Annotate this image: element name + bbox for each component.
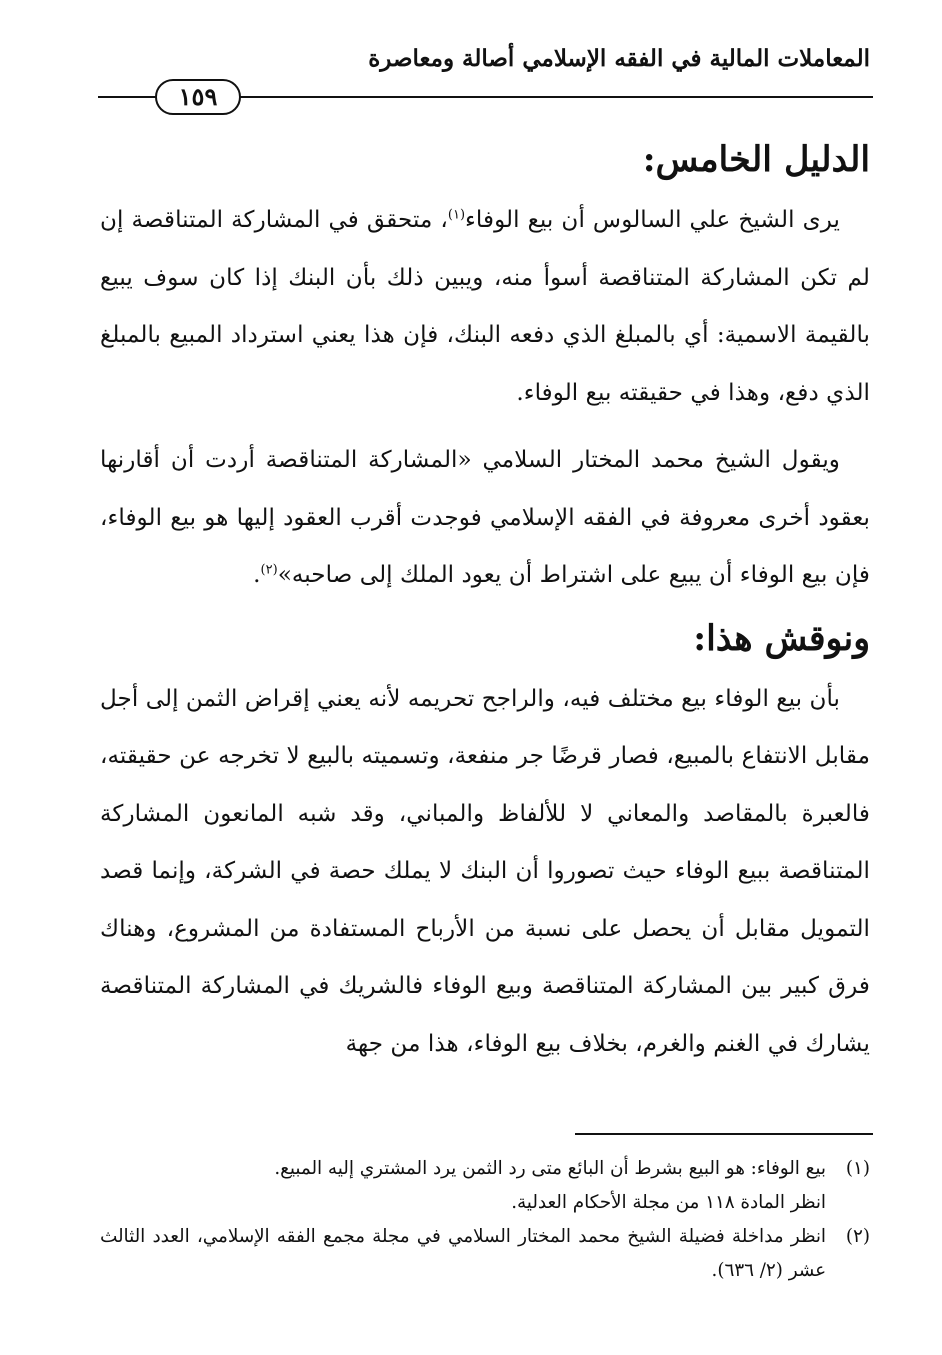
section-heading: ونوقش هذا: xyxy=(693,617,870,659)
footnote-body xyxy=(100,1152,826,1220)
footnote-line: انظر المادة ١١٨ من مجلة الأحكام العدلية. xyxy=(511,1192,826,1213)
running-header: المعاملات المالية في الفقه الإسلامي أصالة ومعاصرة xyxy=(368,45,870,72)
footnote xyxy=(100,1220,870,1288)
page-number: ١٥٩ xyxy=(178,82,218,111)
footnote xyxy=(100,1152,870,1220)
footnotes xyxy=(100,1152,870,1288)
paragraph-text: . xyxy=(253,561,261,588)
footnote-ref[interactable]: (١) xyxy=(447,207,466,223)
paragraph-text: ، متحقق في المشاركة المتناقصة إن لم تكن المشاركة المتناقصة أسوأ منه، ويبين ذلك بأن البنك إذا كان سوف يبيع بالقيمة الاسمية: أي بالمبلغ الذي دفعه البنك، فإن هذا يعني استرداد المبيع بالمبلغ الذي دفع، وهذا في حقيقته بيع الوفاء. xyxy=(100,206,870,406)
body-text xyxy=(100,135,870,1082)
footnote-body xyxy=(100,1220,826,1288)
section-heading: الدليل الخامس: xyxy=(642,139,870,180)
footnote-line: بيع الوفاء: هو البيع بشرط أن البائع متى رد الثمن يرد المشتري إليه المبيع. xyxy=(274,1158,826,1179)
footnote-line: انظر مداخلة فضيلة الشيخ محمد المختار السلامي في مجلة مجمع الفقه الإسلامي، العدد الثالث عشر (٢/ ٦٣٦). xyxy=(100,1226,826,1281)
footnote-ref[interactable]: (٢) xyxy=(260,562,278,578)
page-number-badge xyxy=(155,79,241,115)
paragraph xyxy=(100,431,870,604)
paragraph-text: بأن بيع الوفاء بيع مختلف فيه، والراجح تحريمه لأنه يعني إقراض الثمن إلى أجل مقابل الانتفاع بالمبيع، فصار قرضًا جر منفعة، وتسميته بالبيع لا تخرجه عن حقيقته، فالعبرة بالمقاصد والمعاني لا للألفاظ والمباني، وقد شبه المانعون المشاركة المتناقصة ببيع الوفاء حيث تصوروا أن البنك لا يملك حصة في الشركة، وإنما قصد التمويل مقابل أن يحصل على نسبة من الأرباح المستفادة من المشروع، وهناك فرق كبير بين المشاركة المتناقصة وبيع الوفاء فالشريك في المشاركة المتناقصة يشارك في الغنم والغرم، بخلاف بيع الوفاء، هذا من جهة xyxy=(100,684,870,1057)
paragraph xyxy=(100,670,870,1073)
footnote-separator xyxy=(575,1133,873,1135)
paragraph-text: يرى الشيخ علي السالوس أن بيع الوفاء xyxy=(465,206,840,233)
paragraph xyxy=(100,191,870,421)
footnote-number: (١) xyxy=(845,1158,870,1179)
paragraph-text: ويقول الشيخ محمد المختار السلامي «المشاركة المتناقصة أردت أن أقارنها بعقود أخرى معروفة في الفقه الإسلامي فوجدت أقرب العقود إليها هو بيع الوفاء، فإن بيع الوفاء أن يبيع على اشتراط أن يعود الملك إلى صاحبه» xyxy=(100,446,870,588)
footnote-number: (٢) xyxy=(845,1226,870,1247)
